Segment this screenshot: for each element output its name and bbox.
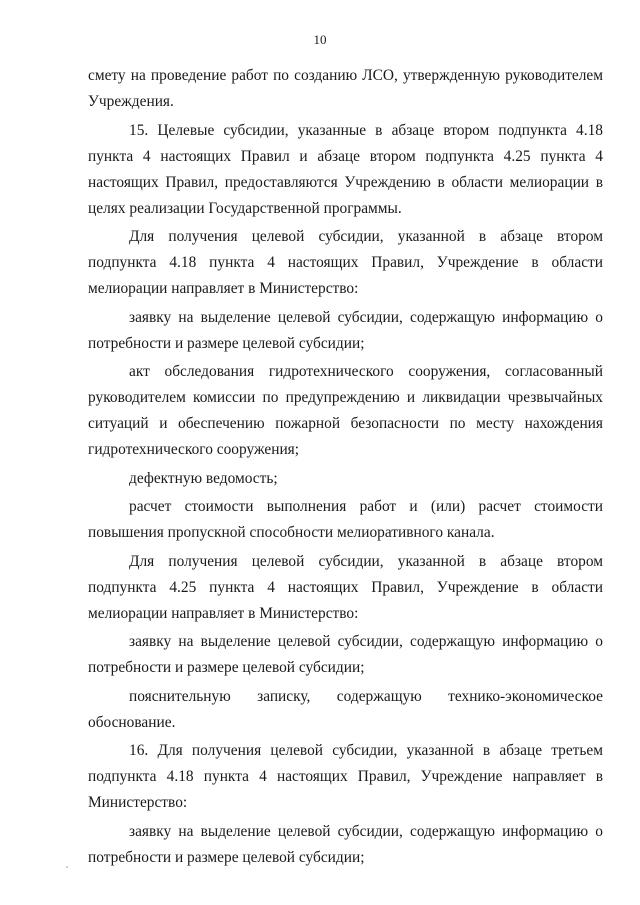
paragraph-explanatory-note: пояснительную записку, содержащую технико-экономическое обоснование. — [88, 687, 603, 731]
paragraph-subsidy-4-18-intro: Для получения целевой субсидии, указанной в абзаце втором подпункта 4.18 пункта 4 настоящих Правил, Учреждение в области мелиорации направляет в Министерство: — [88, 228, 603, 297]
paragraph-subsidy-application: заявку на выделение целевой субсидии, содержащую информацию о потребности и размере целевой субсидии; — [88, 822, 603, 866]
document-body — [88, 63, 603, 873]
paragraph-estimate-continuation: смету на проведение работ по созданию ЛСО, утвержденную руководителем Учреждения. — [88, 67, 603, 110]
paragraph-inspection-act: акт обследования гидротехнического сооружения, согласованный руководителем комиссии по предупреждению и ликвидации чрезвычайных ситуаций и обеспечению пожарной безопасности по месту нахождения гидротехнического сооружения; — [88, 363, 603, 458]
paragraph-defect-statement: дефектную ведомость; — [129, 469, 278, 487]
paragraph-subsidy-application: заявку на выделение целевой субсидии, содержащую информацию о потребности и размере целевой субсидии; — [88, 633, 603, 676]
scan-speck — [66, 866, 68, 868]
paragraph-subsidy-4-25-intro: Для получения целевой субсидии, указанной в абзаце втором подпункта 4.25 пункта 4 настоящих Правил, Учреждение в области мелиорации направляет в Министерство: — [88, 552, 603, 622]
paragraph-subsidy-application: заявку на выделение целевой субсидии, содержащую информацию о потребности и размере целевой субсидии; — [88, 308, 603, 352]
page-number: 10 — [313, 32, 327, 47]
paragraph-item-16: 16. Для получения целевой субсидии, указанной в абзаце третьем подпункта 4.18 пункта 4 настоящих Правил, Учреждение направляет в Министерство: — [88, 742, 603, 811]
paragraph-item-15: 15. Целевые субсидии, указанные в абзаце втором подпункта 4.18 пункта 4 настоящих Правил и абзаце втором подпункта 4.25 пункта 4 настоящих Правил, предоставляются Учреждению в области мелиорации в целях реализации Государственной программы. — [88, 121, 603, 217]
paragraph-cost-calculation: расчет стоимости выполнения работ и (или) расчет стоимости повышения пропускной способности мелиоративного канала. — [88, 498, 603, 541]
